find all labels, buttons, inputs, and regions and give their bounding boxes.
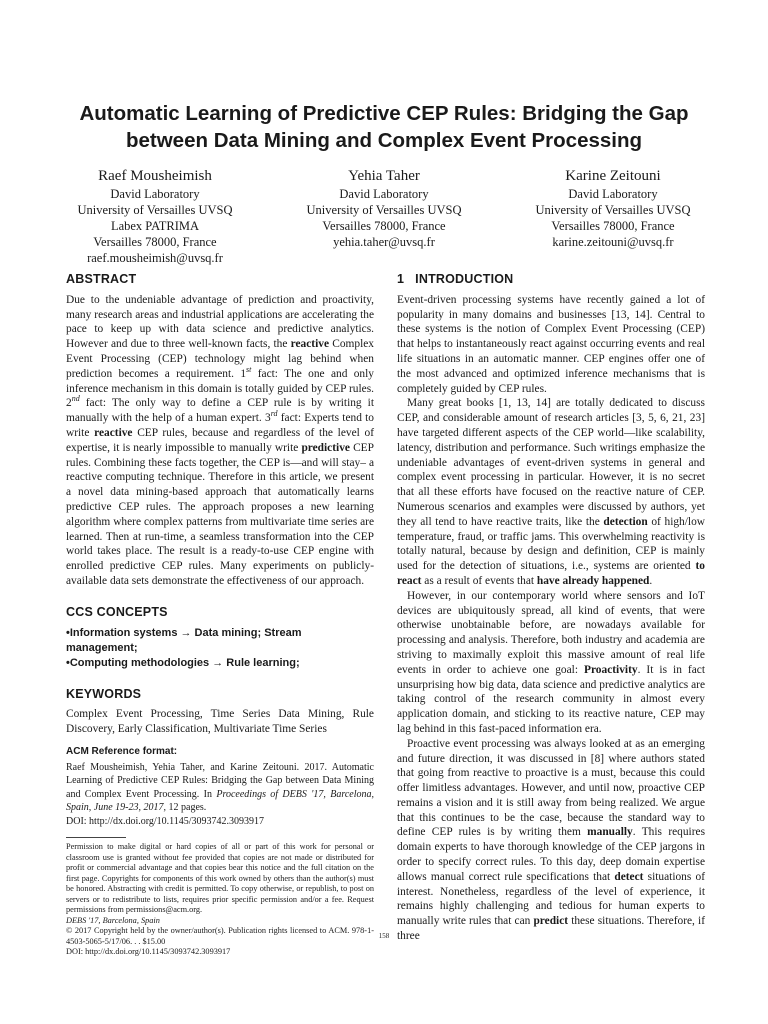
intro-paragraph: However, in our contemporary world where sensors and IoT devices are ubiquitously spread, all kind of events, that were otherwise unobtainable before, are nowadays available for processing and analysis. Therefore, both industry and academia are striving to maximally exploit this massive amount of real life events in order to achieve one goal: Proactivity. It is in fact unsurprising how big data, data science and predictive analytics are taking control of the research community in almost every application domain, and sticking to its reactive nature, CEP may lag behind in this fast-paced information era. <box>397 589 705 735</box>
author-affiliation: University of Versailles UVSQ <box>77 203 233 217</box>
intro-paragraph: Many great books [1, 13, 14] are totally dedicated to discuss CEP, and considerable amount of research articles [3, 5, 6, 21, 23] have targeted different aspects of the CEP world—like scalability, latency, distribution and performance. Such writings emphasize the undeniable advantages of event-driven systems in general and complex event processing in particular. However, it is no secret that all these efforts have focused on the reactive nature of CEP. Numerous scenarios and examples were discussed by authors, yet they all tend to have reactive traits, like the detection of high/low temperature, fraud, or traffic jams. This overwhelming reactivity is totally natural, because by design and definition, CEP is mainly used for the detection of situations, i.e., systems are oriented to react as a result of events that have already happened. <box>397 397 705 587</box>
page-number: 158 <box>378 932 390 940</box>
keywords-heading: KEYWORDS <box>66 686 142 701</box>
ccs-item: •Information systems → Data mining; Stream management; <box>66 626 302 654</box>
introduction-heading: 1 INTRODUCTION <box>397 272 514 286</box>
ccs-item: •Computing methodologies → Rule learning; <box>66 656 300 669</box>
author-2 <box>279 167 489 266</box>
author-affiliation: Versailles 78000, France <box>551 219 675 233</box>
author-affiliation: Versailles 78000, France <box>322 219 446 233</box>
author-email: raef.mousheimish@uvsq.fr <box>87 251 223 265</box>
acm-reference-text: Raef Mousheimish, Yehia Taher, and Karine Zeitouni. 2017. Automatic Learning of Predictive CEP Rules: Bridging the Gap between Data Mining and Complex Event Processing. In Proceedings of DEBS '17, Barcelona, Spain, June 19-23, 2017, 12 pages. DOI: http://dx.doi.org/10.1145/3093742.3093917 <box>66 761 374 827</box>
permission-notice: Permission to make digital or hard copies of all or part of this work for personal or classroom use is granted without fee provided that copies are not made or distributed for profit or commercial advantage and that copies bear this notice and the full citation on the first page. Copyrights for components of this work owned by others than the author(s) must be honored. Abstracting with credit is permitted. To copy otherwise, or republish, to post on servers or to redistribute to lists, requires prior specific permission and/or a fee. Request permissions from permissions@acm.org. DEBS '17, Barcelona, Spain © 2017 Copyright held by the owner/author(s). Publication rights licensed to ACM. 978-1-4503-5065-5/17/06. . . $15.00 DOI: http://dx.doi.org/10.1145/3093742.3093917 <box>66 842 374 957</box>
author-email: yehia.taher@uvsq.fr <box>333 235 435 249</box>
left-column <box>66 272 374 958</box>
keywords-text: Complex Event Processing, Time Series Data Mining, Rule Discovery, Early Classification, Multivariate Time Series <box>66 708 374 736</box>
author-name: Raef Mousheimish <box>98 168 212 184</box>
author-affiliation: Versailles 78000, France <box>93 235 217 249</box>
author-affiliation: Labex PATRIMA <box>110 219 200 233</box>
author-3 <box>508 167 718 266</box>
author-1 <box>50 167 260 266</box>
author-affiliation: University of Versailles UVSQ <box>306 203 462 217</box>
ccs-heading: CCS CONCEPTS <box>66 604 168 619</box>
author-affiliation: University of Versailles UVSQ <box>535 203 691 217</box>
author-affiliation: David Laboratory <box>568 187 658 201</box>
intro-paragraph: Proactive event processing was always looked at as an emerging and future direction, it was discussed in [8] where authors stated that going from reactive to proactive is a must, because this could offer limitless advantages. However, and until now, proactive CEP remains a vision and it is still away from being realized. We argue that this continues to be the case, because the standard way to define CEP rules is by writing them manually. This requires domain experts to have thorough knowledge of the CEP jargons in order to specify correct rules. To this day, deep domain expertise allows manual correct rule specifications that detect situations of interest. Nonetheless, regardless of the level of experience, it remains highly challenging and tedious for human experts to manually write rules that can predict these situations. Therefore, if three <box>397 737 706 943</box>
intro-paragraph: Event-driven processing systems have recently gained a lot of popularity in many domains and businesses [13, 14]. Central to these systems is the notion of Complex Event Processing (CEP) that helps to instantaneously react against occurring events and real life situations in an automatic manner. CEP engines offer one of the most advanced and optimized inference mechanisms that is completely guided by CEP rules. <box>397 293 705 395</box>
paper-title: Automatic Learning of Predictive CEP Rules: Bridging the Gap between Data Mining and Complex Event Processing <box>79 102 689 152</box>
author-name: Karine Zeitouni <box>565 168 661 184</box>
footnote-divider <box>66 837 126 838</box>
right-column <box>397 272 705 944</box>
acm-reference-heading: ACM Reference format: <box>66 745 178 757</box>
author-email: karine.zeitouni@uvsq.fr <box>552 235 674 249</box>
abstract-text: Due to the undeniable advantage of prediction and proactivity, many research areas and industrial applications are accelerating the pace to keep up with data science and predictive analytics. However and due to three well-known facts, the reactive Complex Event Processing (CEP) technology might lag behind when prediction becomes a requirement. 1st fact: The one and only inference mechanism in this domain is totally guided by CEP rules. 2nd fact: The only way to define a CEP rule is by writing it manually with the help of a human expert. 3rd fact: Experts tend to write reactive CEP rules, because and regardless of the level of expertise, it is nearly impossible to manually write predictive CEP rules. Combining these facts together, the CEP is—and will stay– a reactive computing technique. Therefore in this article, we present a novel data mining-based approach that automatically learns predictive CEP rules. The approach proposes a new learning algorithm where complex patterns from multivariate time series are learned. Then at run-time, a seamless transformation into the CEP world takes place. The result is a ready-to-use CEP engine with enrolled predictive CEP rules. Many experiments on publicly-available data sets demonstrate the effectiveness of our approach. <box>66 293 375 587</box>
author-affiliation: David Laboratory <box>110 187 200 201</box>
author-affiliation: David Laboratory <box>339 187 429 201</box>
abstract-heading: ABSTRACT <box>66 272 137 286</box>
author-name: Yehia Taher <box>348 168 420 184</box>
author-block <box>50 167 718 266</box>
